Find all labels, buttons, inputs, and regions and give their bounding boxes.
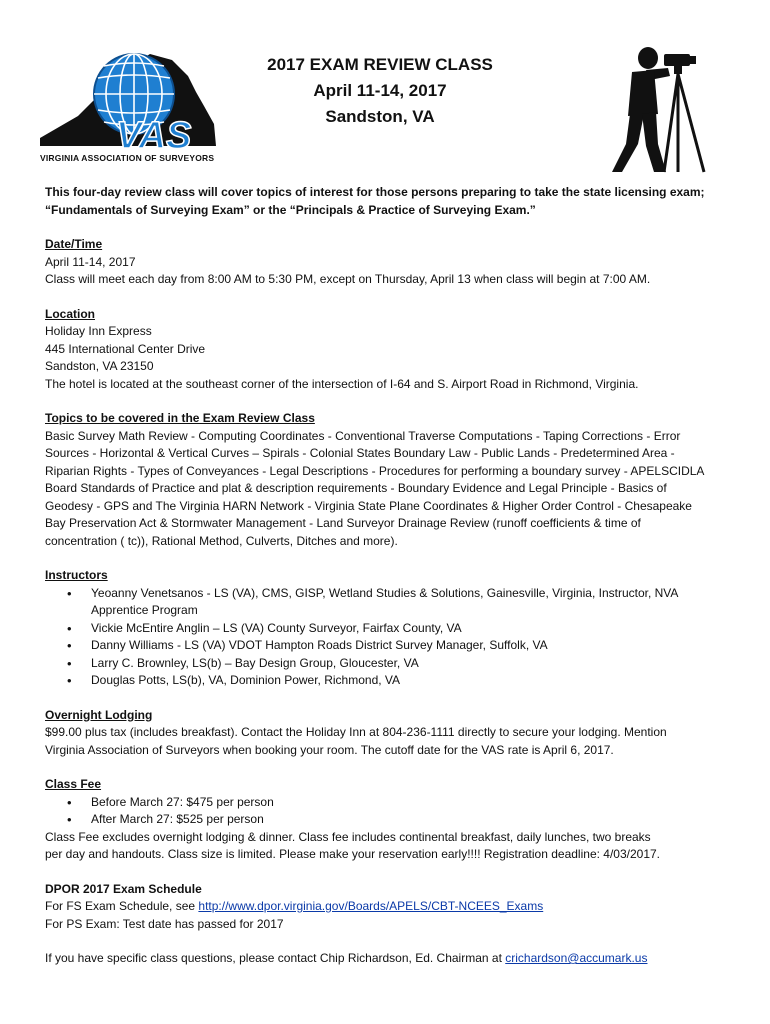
topics-line: concentration ( tc)), Rational Method, Culverts, Ditches and more). — [45, 533, 398, 548]
fee-line-1: Class Fee excludes overnight lodging & dinner. Class fee includes continental breakfast, daily lunches, two breaks — [45, 829, 651, 844]
location-city: Sandston, VA 23150 — [45, 359, 154, 373]
location-heading: Location — [45, 306, 95, 321]
topics-heading: Topics to be covered in the Exam Review Class — [45, 411, 315, 425]
fee-item: • Before March 27: $475 per person — [67, 794, 735, 812]
instructor-item: • Vickie McEntire Anglin – LS (VA) County Surveyor, Fairfax County, VA — [67, 620, 735, 638]
location-note: The hotel is located at the southeast corner of the intersection of I-64 and S. Airport Road in Richmond, Virginia. — [45, 376, 639, 391]
lodging-line-1: $99.00 plus tax (includes breakfast). Contact the Holiday Inn at 804-236-1111 directly to secure your lodging. Mention — [45, 725, 667, 739]
dpor-fs-line: For FS Exam Schedule, see http://www.dpor.virginia.gov/Boards/APELS/CBT-NCEES_Exams — [45, 899, 544, 913]
title-line-2: April 11-14, 2017 — [313, 81, 447, 100]
dpor-ps-line: For PS Exam: Test date has passed for 2017 — [45, 916, 284, 931]
topics-line: Board Standards of Practice and plat & description requirements - Boundary Evidence and Legal Principle - Basics of — [45, 481, 667, 495]
topics-line: Basic Survey Math Review - Computing Coordinates - Conventional Traverse Computations - Taping Corrections - Error — [45, 428, 681, 443]
title-block — [230, 52, 530, 130]
title-line-3: Sandston, VA — [325, 107, 435, 126]
datetime-dates: April 11-14, 2017 — [45, 254, 136, 269]
title-line-1: 2017 EXAM REVIEW CLASS — [267, 55, 493, 74]
location-name: Holiday Inn Express — [45, 324, 152, 338]
fee-item: • After March 27: $525 per person — [67, 811, 735, 829]
lodging-heading: Overnight Lodging — [45, 707, 153, 722]
datetime-schedule: Class will meet each day from 8:00 AM to 5:30 PM, except on Thursday, April 13 when class will begin at 7:00 AM. — [45, 272, 651, 286]
instructor-item: • Yeoanny Venetsanos - LS (VA), CMS, GISP, Wetland Studies & Solutions, Gainesville, Virginia, Instructor, NVA Apprentice Program — [67, 585, 735, 620]
logo-org-name: VIRGINIA ASSOCIATION OF SURVEYORS — [40, 153, 215, 163]
document-body — [45, 184, 735, 968]
instructor-item: • Larry C. Brownley, LS(b) – Bay Design Group, Gloucester, VA — [67, 655, 735, 673]
intro-line-2: “Fundamentals of Surveying Exam” or the “Principals & Practice of Surveying Exam.” — [45, 202, 536, 217]
dpor-exam-link[interactable]: http://www.dpor.virginia.gov/Boards/APELS/CBT-NCEES_Exams — [198, 899, 544, 913]
location-street: 445 International Center Drive — [45, 341, 206, 356]
topics-line: Sources - Horizontal & Vertical Curves – Spirals - Colonial States Boundary Law - Public Lands - Predetermined Area - — [45, 446, 675, 460]
logo-letters: VAS — [116, 115, 192, 156]
topics-line: Riparian Rights - Types of Conveyances - Legal Descriptions - Procedures for performing a boundary survey - APELSCIDLA — [45, 463, 705, 478]
datetime-heading: Date/Time — [45, 237, 103, 251]
topics-line: Bay Preservation Act & Stormwater Management - Land Surveyor Drainage Review (runoff coefficients & time of — [45, 516, 641, 530]
vas-logo — [38, 46, 218, 170]
fee-heading: Class Fee — [45, 777, 102, 791]
contact-email-link[interactable]: crichardson@accumark.us — [505, 951, 648, 965]
instructors-list — [45, 585, 735, 690]
instructor-item: • Douglas Potts, LS(b), VA, Dominion Power, Richmond, VA — [67, 672, 735, 690]
fee-line-2: per day and handouts. Class size is limited. Please make your reservation early!!!! Registration deadline: 4/03/2017. — [45, 847, 660, 861]
contact-line: If you have specific class questions, please contact Chip Richardson, Ed. Chairman at crichardson@accumark.us — [45, 951, 648, 965]
intro-line-1: This four-day review class will cover topics of interest for those persons preparing to take the state licensing exam; — [45, 185, 705, 199]
fee-list — [45, 794, 735, 829]
instructor-item: • Danny Williams - LS (VA) VDOT Hampton Roads District Survey Manager, Suffolk, VA — [67, 637, 735, 655]
surveyor-silhouette-icon — [608, 44, 728, 174]
instructors-heading: Instructors — [45, 568, 108, 582]
lodging-line-2: Virginia Association of Surveyors when booking your room. The cutoff date for the VAS rate is April 6, 2017. — [45, 742, 614, 757]
dpor-heading: DPOR 2017 Exam Schedule — [45, 881, 202, 896]
topics-line: Geodesy - GPS and The Virginia HARN Network - Virginia State Plane Coordinates & Higher Order Control - Chesapeake — [45, 498, 692, 513]
